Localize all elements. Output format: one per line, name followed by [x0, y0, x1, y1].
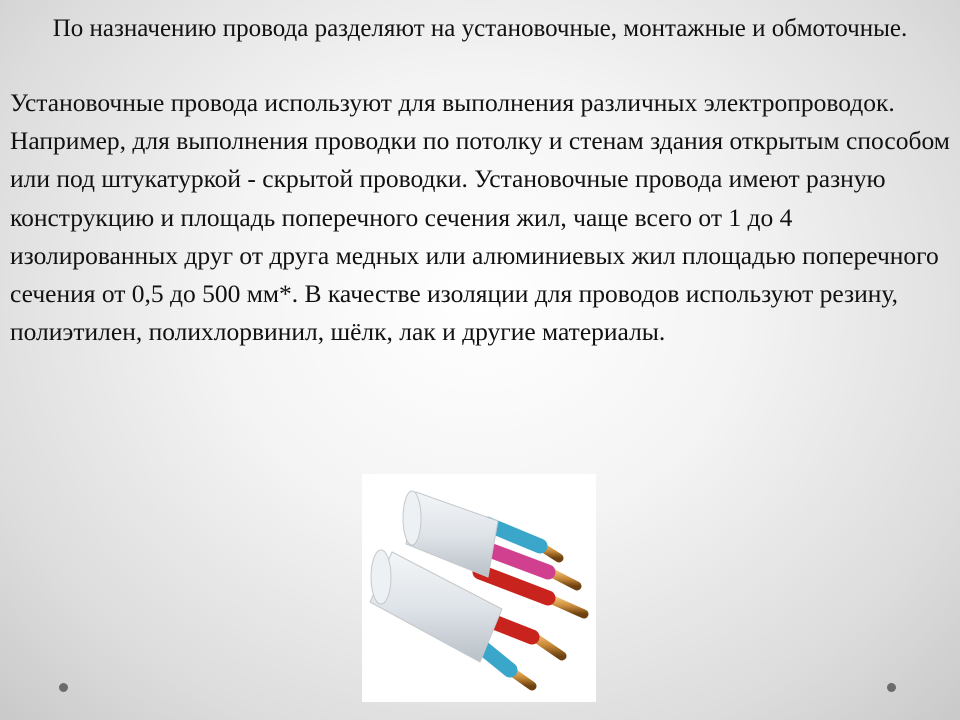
- wires-illustration: [362, 474, 596, 702]
- decorative-dot-left: [59, 683, 68, 692]
- slide-title: По назначению провода разделяют на установочные, монтажные и обмоточные.: [52, 15, 908, 42]
- wires-photo: [362, 474, 596, 702]
- decorative-dot-right: [887, 683, 896, 692]
- slide-paragraph: Установочные провода используют для выполнения различных электропроводок. Например, для выполнения проводки по потолку и стенам здания открытым способом или под штукатуркой - скрытой проводки. Установочные провода имеют разную конструкцию и площадь поперечного сечения жил, чаще всего от 1 до 4 изолированных друг от друга медных или алюминиевых жил площадью поперечного сечения от 0,5 до 500 мм*. В качестве изоляции для проводов используют резину, полиэтилен, полихлорвинил, шёлк, лак и другие материалы.: [10, 88, 950, 347]
